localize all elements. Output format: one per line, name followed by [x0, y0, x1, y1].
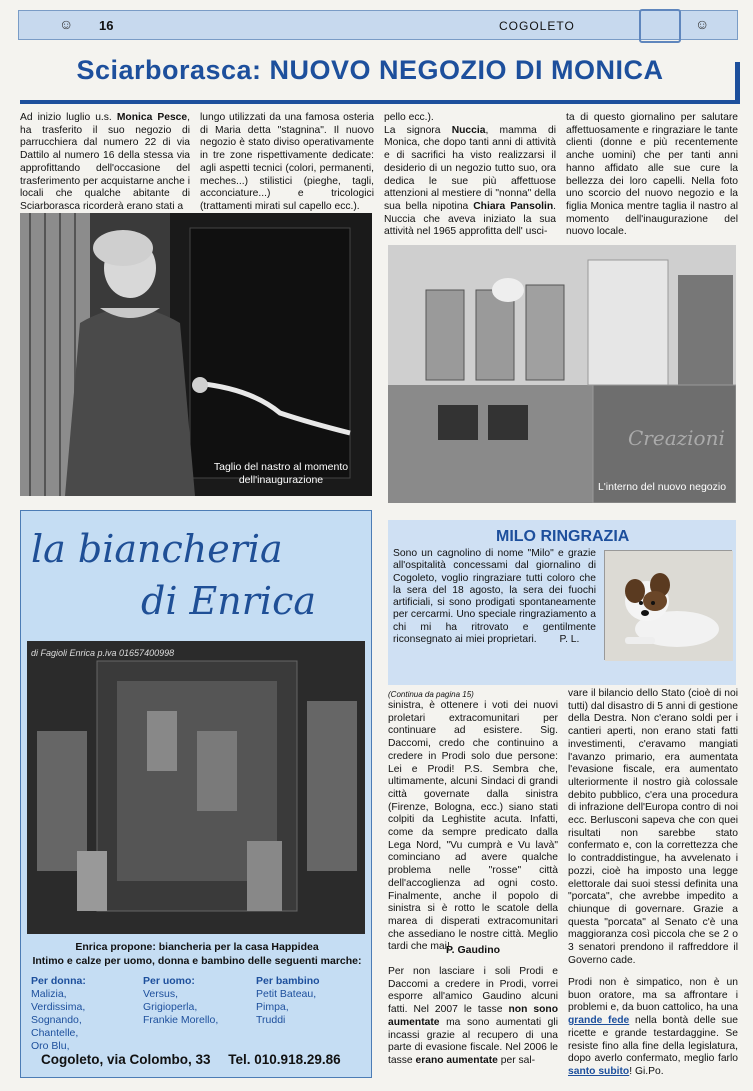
brand-item: Chantelle, — [31, 1027, 79, 1039]
brand-item: Sognando, — [31, 1014, 82, 1026]
ad-kids-heading: Per bambino — [256, 975, 320, 987]
salon-sign-text: Creazioni — [628, 426, 725, 450]
ribbon-cutting-photo — [20, 213, 372, 496]
bold-run: Chiara Pansolin — [473, 200, 554, 212]
ad-proposal-2: Intimo e calze per uomo, donna e bambino delle seguenti marche: — [32, 955, 362, 967]
article-headline: Sciarborasca: NUOVO NEGOZIO DI MONICA — [76, 55, 664, 85]
text-run: ! Gi.Po. — [629, 1065, 664, 1077]
highlight-link[interactable]: santo subito — [568, 1065, 630, 1077]
ad-men-heading: Per uomo: — [143, 975, 195, 987]
article-col-2: lungo utilizzati da una famosa osteria di Maria detta "stagnina". Il nuovo negozio è stato diviso operativamente in tre zone rispettivamente dedicate: agli aspetti tecnici (colori, permanenti, meches...) stilistici (pieghe, tagli, acconciature...) e tricologici (trattamenti mirati sul capello ecc.). — [200, 112, 374, 212]
text-run: nella bontà delle sue ricette e grande testardaggine. Se resiste fino alla fine della legislatura, dopo averlo confermato, meglio farlo — [568, 1015, 738, 1065]
text-run: . Nuccia che aveva iniziato la sua attività nel 1965 approfitta dell' usci- — [384, 200, 556, 238]
author-gaudino: P. Gaudino — [445, 944, 501, 956]
text-run: ma sono aumentati gli incassi grazie al recupero di una parte di evasione fiscale. Nel 2006 le tasse — [388, 1016, 558, 1066]
milo-title: MILO RINGRAZIA — [496, 528, 630, 545]
bold-run: Nuccia — [451, 124, 486, 136]
ad-contact — [41, 1052, 341, 1067]
dog-illustration — [605, 551, 733, 661]
text-run: , mamma di Monica, che dopo tanti anni di attività e di sacrifici ha visto realizzarsi il desiderio di un negozio tutto suo, ora dedica le sue più affettuose attenzioni al mestiere di "nonna" della sua bella nipotina — [384, 124, 556, 212]
text-run: La signora — [384, 124, 441, 136]
smiley-icon-right: ☺ — [695, 16, 710, 32]
bold-run: Monica Pesce — [116, 112, 188, 123]
brand-item: Pimpa, — [256, 1001, 289, 1013]
brand-item: Frankie Morello, — [143, 1014, 219, 1026]
continued-right-b — [568, 977, 738, 1079]
highlight-link[interactable]: grande fede — [568, 1015, 630, 1027]
bold-run: non sono aumentate — [388, 1004, 558, 1028]
continued-note: (Continua da pagina 15) — [388, 690, 474, 699]
brand-item: Verdissima, — [31, 1001, 86, 1013]
ad-proposal-1: Enrica propone: biancheria per la casa Happidea — [75, 941, 319, 953]
headline-rule — [20, 100, 740, 104]
ad-vat-number: di Fagioli Enrica p.iva 01657400998 — [31, 648, 175, 658]
continued-left-a: sinistra, è ottenere i voti dei nuovi proletari extracomunitari per continuare ad esistere. Sig. Daccomi, credo che continuino a credere in Prodi solo due persone: Lei e Prodi! P.S. Sembra che, ultimamente, alcuni Sindaci di grandi città governate dalla sinistra (Firenze, Bologna, ecc.) siano stati colpiti da Leghistite acuta. Infatti, come da sempre predicato dalla Lega Nord, "Vu cumprà e Vu lavà" cominciano ad avere qualche problema nelle "rosse" città dell'accoglienza ad ogni costo. Finalmente, anche il popolo di sinistra si è rotto le scatole della marea di disperati extracomunitari che assediano le nostre città. Meglio tardi che mai! — [388, 700, 558, 953]
article-col-3 — [384, 112, 556, 239]
salon-photo-illustration — [388, 245, 736, 503]
brand-item: Grigioperla, — [143, 1001, 198, 1013]
text-run: Ad inizio luglio u.s. — [20, 112, 117, 123]
brand-item: Oro Blu, — [31, 1040, 70, 1052]
milo-text — [393, 548, 596, 646]
shop-window-illustration — [27, 641, 365, 934]
text-run: Prodi non è simpatico, non è un buon oratore, ma sa affrontare i problemi e, da buon cattolico, ha una — [568, 977, 738, 1014]
article-col-1 — [20, 112, 190, 214]
ad-brand-line1: la biancheria — [31, 527, 283, 571]
header-town: COGOLETO — [499, 19, 575, 33]
ad-phone: Tel. 010.918.29.86 — [228, 1052, 341, 1067]
continued-right-a: vare il bilancio dello Stato (cioè di noi tutti) dal disastro di 5 anni di gestione della Destra. Non c'erano soldi per i cantieri aperti, non erano stati fatti investimenti, c'eravamo mangiati l'avanzo primario, era aumentata l'evasione fiscale, era aumentato ulteriormente il nostro già colossale debito pubblico, c'era una procedura di infrazione dell'Europa contro di noi ecc. Berlusconi sapeva che con quei risultati non sarebbe stato confermato e, con la correttezza che lo contraddistingue, ha avvelenato i pozzi, cioè ha imposto una legge elettorale dai suoi stessi definita una "porcata", che avrebbe impedito a chiunque di governare. Grazie a questa "porcata" al Senato c'è una maggioranza così piccola che se 2 o 3 senatori prendono il raffreddore il Governo cade. — [568, 688, 738, 966]
page-number: 16 — [99, 18, 114, 33]
shop-window-photo — [27, 641, 365, 934]
ad-men-list — [143, 988, 218, 1027]
milo-thanks-box — [388, 520, 736, 685]
dog-photo — [604, 550, 732, 660]
ad-brand-line2: di Enrica — [141, 579, 317, 623]
brand-item: Petit Bateau, — [256, 988, 317, 1000]
ad-address: Cogoleto, via Colombo, 33 — [41, 1052, 211, 1067]
brand-item: Malizia, — [31, 988, 67, 1000]
smiley-icon: ☺ — [59, 16, 74, 32]
ribbon-photo-illustration — [20, 213, 372, 496]
ad-women-heading: Per donna: — [31, 975, 86, 987]
text-run: pello ecc.). — [384, 112, 434, 123]
header-decor-box — [639, 9, 681, 43]
milo-body: Sono un cagnolino di nome "Milo" e grazie all'ospitalità concessami dal giornalino di Cogoleto, voglio ringraziare tutti coloro che la sera del 18 agosto, la sera dei fuochi artificiali, si sono prodigati spontaneamente per cercarmi. Uno speciale ringraziamento a chi mi ha ritrovato e gentilmente riconsegnato ai miei proprietari. — [393, 548, 596, 646]
brand-item: Versus, — [143, 988, 179, 1000]
milo-signature: P. L. — [559, 634, 580, 646]
article-col-4: ta di questo giornalino per salutare affettuosamente e ringraziare le tante clienti (donne e più recentemente anche uomini) che per tanti anni hanno affidato alle sue cure la bellezza dei loro capelli. Nella foto uno scorcio del nuovo negozio e la figlia Monica mentre taglia il nastro al momento dell'inaugurazione del nuovo locale. — [566, 112, 738, 238]
lingerie-advertisement — [20, 510, 372, 1078]
brand-item: Truddi — [256, 1014, 286, 1026]
headline-side-bar — [735, 62, 740, 102]
text-run: , ha trasferito il suo negozio di parrucchiera dal numero 22 di via Dattilo al numero 16 della stessa via approfittando dell'occasione del trasferimento per acquistarne anche i locali che qualche abitante di Sciarborasca ricorderà erano stati a — [20, 112, 190, 212]
salon-interior-photo — [388, 245, 736, 503]
ad-women-list — [31, 988, 85, 1053]
text-run: Per non lasciare i soli Prodi e Daccomi a credere in Prodi, vorrei esporre all'amico Gaudino alcuni fatti. Nel 2007 le tasse — [388, 966, 558, 1016]
ad-kids-list — [256, 988, 316, 1027]
bold-run: erano aumentate — [415, 1054, 498, 1066]
ribbon-caption: Taglio del nastro al momento dell'inaugurazione — [213, 461, 349, 486]
text-run: per sal- — [497, 1054, 536, 1066]
interior-caption: L'interno del nuovo negozio — [597, 481, 727, 493]
continued-left-b — [388, 966, 558, 1068]
page-header-bar — [18, 10, 738, 40]
